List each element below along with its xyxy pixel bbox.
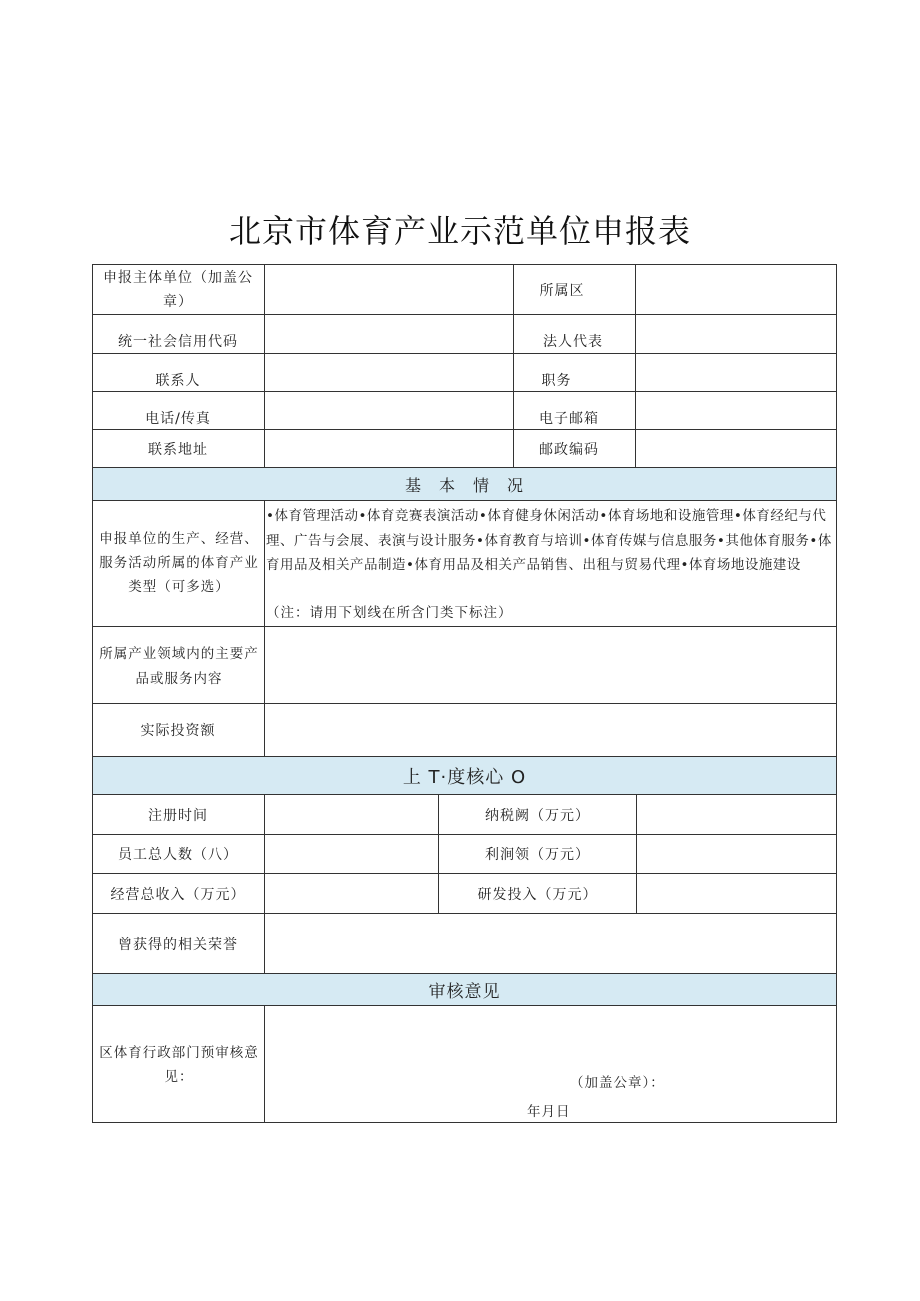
main-products-label: 所属产业领域内的主要产品或服务内容: [99, 646, 259, 687]
applicant-unit-label: 申报主体单位（加盖公章）: [103, 270, 253, 310]
col-divider: [264, 794, 265, 974]
legal-rep-field[interactable]: [637, 316, 835, 352]
postal-code-field[interactable]: [637, 431, 835, 466]
row-divider: [92, 834, 837, 835]
honors-label: 曾获得的相关荣誉: [118, 936, 238, 953]
col-divider: [438, 794, 439, 914]
col-divider: [264, 1005, 265, 1123]
review-section-header: 审核意见: [428, 982, 501, 1002]
phone-fax-field[interactable]: [266, 393, 512, 428]
district-field[interactable]: [637, 266, 835, 314]
profit-field[interactable]: [638, 836, 835, 872]
district-opinion-label: 区体育行政部门预审核意见：: [99, 1045, 259, 1085]
revenue-label: 经营总收入（万元）: [110, 886, 246, 903]
tax-paid-field[interactable]: [638, 796, 835, 833]
table-border-right: [836, 264, 837, 1123]
industry-type-options[interactable]: •体育管理活动•体育竞赛表演活动•体育健身休闲活动•体育场地和设施管理•体育经纪与代理、广告与会展、表演与设计服务•体育教育与培训•体育传媒与信息服务•其他体育服务•体育用品及相关产品制造•体育用品及相关产品销售、出租与贸易代理•体育场地设施建设: [266, 508, 832, 573]
date-text: 年月日: [527, 1104, 571, 1120]
row-divider: [92, 314, 837, 315]
address-label: 联系地址: [148, 442, 208, 458]
row-divider: [92, 626, 837, 627]
applicant-unit-field[interactable]: [266, 266, 512, 314]
industry-type-note: （注：请用下划线在所含门类下标注）: [266, 605, 513, 621]
rd-investment-field[interactable]: [638, 875, 835, 912]
email-field[interactable]: [637, 393, 835, 428]
contact-person-label: 联系人: [155, 373, 201, 389]
registration-time-field[interactable]: [266, 796, 437, 833]
phone-fax-label: 电话/传真: [145, 411, 211, 427]
row-divider: [92, 500, 837, 501]
rd-investment-label: 研发投入（万元）: [477, 886, 598, 903]
address-field[interactable]: [266, 431, 512, 466]
honors-field[interactable]: [266, 915, 835, 972]
basic-section-header: 基 本 情 况: [404, 475, 524, 495]
employees-label: 员工总人数（八）: [118, 847, 238, 863]
industry-type-label: 申报单位的生产、经营、服务活动所属的体育产业类型（可多选）: [99, 531, 259, 595]
contact-person-field[interactable]: [266, 355, 512, 390]
district-label: 所属区: [539, 283, 585, 299]
profit-label: 利涧领（万元）: [485, 847, 590, 863]
seal-text: （加盖公章）：: [570, 1075, 665, 1091]
tax-paid-label: 纳税阙（万元）: [485, 807, 590, 824]
email-label: 电子邮箱: [539, 411, 599, 427]
row-divider: [92, 913, 837, 914]
table-border-bottom: [92, 1122, 837, 1123]
investment-field[interactable]: [266, 705, 835, 755]
core-section-header: 上 T·度核心 O: [402, 766, 527, 788]
col-divider: [635, 264, 636, 468]
revenue-field[interactable]: [266, 875, 437, 912]
investment-label: 实际投资额: [140, 723, 216, 739]
legal-rep-label: 法人代表: [543, 334, 603, 350]
main-products-field[interactable]: [266, 628, 835, 702]
row-divider: [92, 1005, 837, 1006]
page-title: 北京市体育产业示范单位申报表: [228, 212, 691, 250]
postal-code-label: 邮政编码: [539, 442, 599, 458]
row-divider: [92, 794, 837, 795]
table-border-top: [92, 264, 837, 265]
row-divider: [92, 873, 837, 874]
credit-code-label: 统一社会信用代码: [118, 334, 238, 350]
row-divider: [92, 703, 837, 704]
col-divider: [636, 794, 637, 914]
registration-time-label: 注册时间: [148, 807, 208, 824]
position-label: 职务: [541, 373, 572, 389]
col-divider: [264, 500, 265, 757]
position-field[interactable]: [637, 355, 835, 390]
credit-code-field[interactable]: [266, 316, 512, 352]
col-divider: [264, 264, 265, 468]
employees-field[interactable]: [266, 836, 437, 872]
